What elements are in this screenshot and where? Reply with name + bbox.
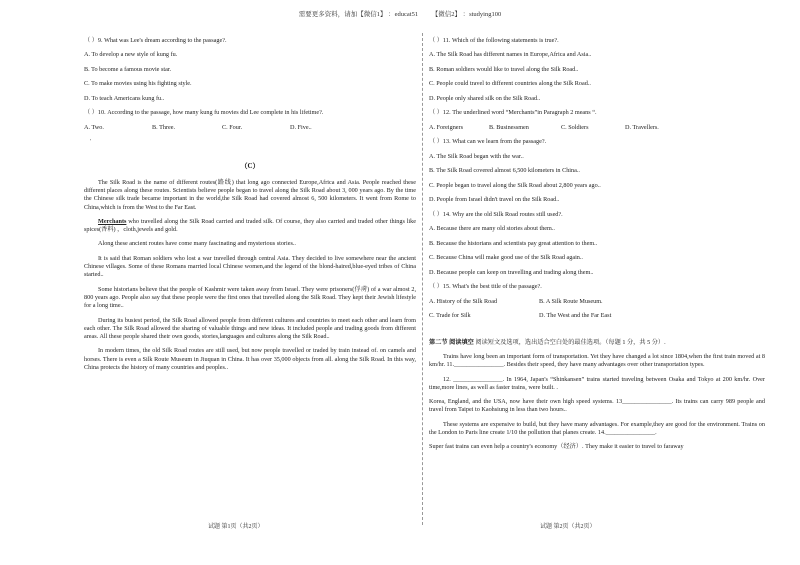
paragraph-2-text: who travelled along the Silk Road carried and traded silk. Of course, they also carried and traded other things like spices(香料) ，cloth,jewels and gold. xyxy=(84,217,416,234)
question-10-options xyxy=(84,124,416,132)
passage-c-paragraph-4: It is said that Roman soldiers who lost a war travelled through central Asia. They decided to live somewhere near the ancient Chinese villages. Some of these Romans married local Chinese women,and the legend of the blond-haired,blue-eyed tribes of China started.. xyxy=(84,254,416,279)
question-10-option-d: D. Five.. xyxy=(290,123,312,131)
question-11-option-d: D. People only shared silk on the Silk Road.. xyxy=(429,94,541,102)
passage-c-paragraph-5: Some historians believe that the people of Kashmir were taken away from Israel. They were prisoners(俘虏) of a war almost 2, 800 years ago. People also say that these people were the first ones that travelled along the Silk Road. They kept their Jewish lifestyle for a long time.. xyxy=(84,285,416,310)
section-2-heading xyxy=(429,339,765,347)
footer-page-2: 试题 第2页（共2页） xyxy=(540,524,596,530)
question-12-option-d: D. Travellers. xyxy=(625,123,659,131)
question-12-stem: （ ）12. The underlined word “Merchants”in Paragraph 2 means “. xyxy=(429,109,597,117)
section-2-paragraph-2: 12. ________________. In 1964, Japan's “Shinkansen” trains started traveling between Osaka and Tokyo at 200 km/hr. Over time,more lines, as well as faster trains, were built. . xyxy=(429,375,765,391)
question-12-option-c: C. Soldiers xyxy=(561,123,589,131)
section-2-paragraph-5: Super fast trains can even help a country's economy（经济）. They make it easier to travel to faraway xyxy=(429,443,684,451)
question-15-option-c: C. Trade for Silk xyxy=(429,312,471,320)
question-9-option-a: A. To develop a new style of kung fu. xyxy=(84,51,178,59)
question-13-option-c: C. People began to travel along the Silk Road about 2,800 years ago.. xyxy=(429,181,601,189)
question-10-option-c: C. Four. xyxy=(222,123,243,131)
section-2-instruction: 阅读短文及选项，选出适合空白处的最佳选项。（每题 1 分，共 5 分）. xyxy=(475,338,666,346)
footer-page-1: 试题 第1页（共2页） xyxy=(208,524,264,530)
passage-c-paragraph-3: Along these ancient routes have come many fascinating and mysterious stories.. xyxy=(98,240,296,248)
passage-c-paragraph-6: During its busiest period, the Silk Road allowed people from different cultures and countries to meet each other and learn from each other. The Silk Road allowed the sharing of valuable things and new ideas. It included people and trading goods from different areas. All these people shared their own goods, stories,languages and cultures along the Silk Road.. xyxy=(84,316,416,341)
page-header xyxy=(0,9,800,18)
question-10-stem: （ ）10. According to the passage, how many kung fu movies did Lee complete in his lifetime?. xyxy=(84,109,324,117)
question-10-option-b: B. Three. xyxy=(152,123,176,131)
question-12-option-b: B. Businessmen xyxy=(489,123,529,131)
question-13-stem: （ ）13. What can we learn from the passage?. xyxy=(429,138,547,146)
question-15-options-row-2 xyxy=(429,312,765,320)
question-15-stem: （ ）15. What's the best title of the passage?. xyxy=(429,283,542,291)
question-13-option-b: B. The Silk Road covered almost 6,500 kilometers in China.. xyxy=(429,167,580,175)
stray-mark: ' xyxy=(90,138,92,146)
header-wechat-2: 【微信2】 ：studying100 xyxy=(431,11,502,18)
section-2 xyxy=(429,339,765,452)
passage-c-paragraph-1: The Silk Road is the name of different routes(路线) that long ago connected Europe,Africa and Asia. People reached these different places along these routes. Scientists believe people began to travel along the Silk Road about 3, 000 years ago. By the time the Chinese silk trade became important in the world,the Silk Road had covered almost 6, 500 kilometers. It went from Rome to China,which is from the West to the Far East. xyxy=(84,178,416,211)
section-2-paragraph-3: Korea, England, and the USA, now have their own high speed systems. 13________________. Its trains can carry 989 people and travel from Taipei to Kaohsiung in less than two hours.. xyxy=(429,398,765,414)
passage-c-title: （C） xyxy=(240,162,260,171)
question-14-option-a: A. Because there are many old stories about them.. xyxy=(429,225,555,233)
question-12-options xyxy=(429,124,765,132)
question-12-option-a: A. Foreigners xyxy=(429,123,464,131)
passage-c-paragraph-7: In modern times, the old Silk Road routes are still used, but now people travelled or traded by train instead of. on camels and horses. There is even a Silk Route Museum in Jiuquan in China. It has over 35,000 objects from all. along the Silk Road. In this way, China protects the history of many countries and peoples.. xyxy=(84,347,416,372)
question-15-option-a: A. History of the Silk Road xyxy=(429,297,498,305)
question-15-options-row-1 xyxy=(429,298,765,306)
question-11-stem: （ ）11. Which of the following statements is true?. xyxy=(429,37,559,44)
question-9-option-c: C. To make movies using his fighting style. xyxy=(84,80,192,88)
question-15-option-d: D. The West and the Far East xyxy=(539,312,612,320)
question-14-option-d: D. Because people can keep on travelling and trading along them.. xyxy=(429,268,594,276)
question-11-option-a: A. The Silk Road has different names in Europe,Africa and Asia.. xyxy=(429,51,592,59)
question-14-option-c: C. Because China will make good use of the Silk Road again.. xyxy=(429,254,583,262)
question-13-option-d: D. People from Israel didn't travel on the Silk Road.. xyxy=(429,196,560,204)
question-13-option-a: A. The Silk Road began with the war.. xyxy=(429,152,524,160)
question-11-option-c: C. People could travel to different countries along the Silk Road.. xyxy=(429,80,591,88)
header-wechat-1: 需要更多资料，请加【微信1】 ：educat51 xyxy=(298,11,419,18)
question-11-option-b: B. Roman soldiers would like to travel along the Silk Road.. xyxy=(429,65,579,73)
question-15-option-b: B. A Silk Route Museum. xyxy=(539,297,603,305)
merchants-underlined-word: Merchants xyxy=(98,217,127,225)
question-14-stem: （ ）14. Why are the old Silk Road routes still used?. xyxy=(429,210,563,218)
section-2-title: 第二节 阅读填空 xyxy=(429,338,474,346)
question-10-option-a: A. Two. xyxy=(84,123,104,131)
question-14-option-b: B. Because the historians and scientists pay great attention to them.. xyxy=(429,239,598,247)
left-column xyxy=(84,37,416,378)
question-9-stem: （ ）9. What was Lee's dream according to the passage?. xyxy=(84,37,227,44)
right-column xyxy=(429,37,765,458)
section-2-paragraph-4: These systems are expensive to build, but they have many advantages. For example,they are good for the environment. Trains on the London to Paris line create 1/10 the pollution that planes create. 14.________________. xyxy=(429,420,765,437)
question-9-option-d: D. To teach Americans kung fu.. xyxy=(84,94,165,102)
passage-c-paragraph-2 xyxy=(84,218,416,235)
question-9-option-b: B. To become a famous movie star. xyxy=(84,65,172,73)
column-divider xyxy=(422,33,423,525)
section-2-paragraph-1: Trains have long been an important form of transportation. Yet they have changed a lot since 1804,when the first train moved at 8 km/hr. 11.________________. Besides their speed, they have many advantages over other transportation types. xyxy=(429,352,765,369)
